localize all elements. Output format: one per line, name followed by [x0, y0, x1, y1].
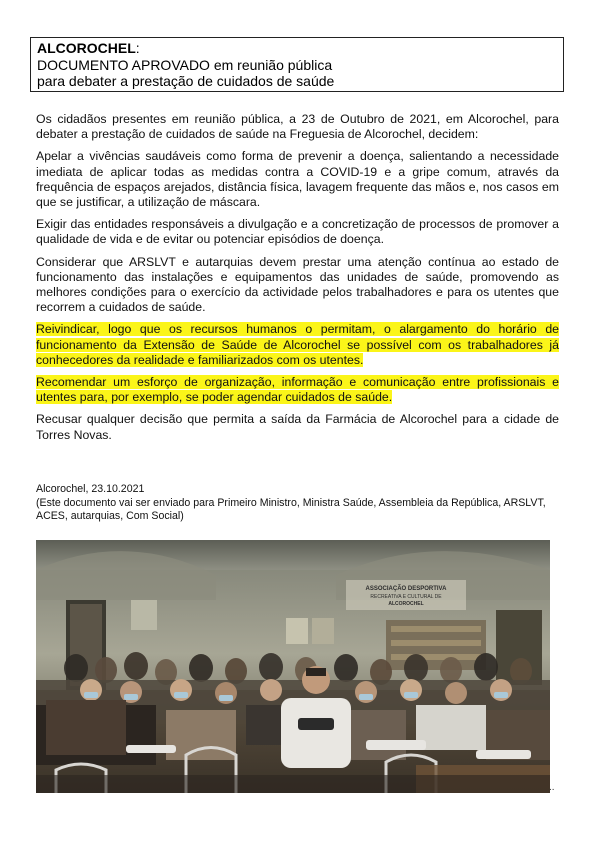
header-subtitle-1: DOCUMENTO APROVADO em reunião pública — [37, 56, 333, 73]
document-date: Alcorochel, 23.10.2021 — [36, 483, 145, 495]
paragraph-exigir: Exigir das entidades responsáveis a divulgação e a concretização de processos de promover a qualidade de vida e de evitar ou potenciar episódios de doença. — [36, 217, 559, 247]
distribution-note: (Este documento vai ser enviado para Primeiro Ministro, Ministra Saúde, Assembleia da República, ARSLVT, ACES, autarquias, Com Social) — [36, 497, 546, 522]
meeting-photo-illustration — [36, 540, 550, 793]
meeting-photo — [36, 540, 550, 793]
highlighted-text: Recomendar um esforço de organização, informação e comunicação entre profissionais e utentes para, por exemplo, se poder agendar cuidados de saúde. — [36, 375, 559, 405]
header-title: ALCOROCHEL — [37, 40, 136, 56]
footer-info — [36, 483, 559, 523]
header-box — [30, 37, 564, 92]
paragraph-intro: Os cidadãos presentes em reunião pública, a 23 de Outubro de 2021, em Alcorochel, para debater a prestação de cuidados de saúde na Freguesia de Alcorochel, decidem: — [36, 112, 559, 142]
paragraph-considerar: Considerar que ARSLVT e autarquias devem prestar uma atenção contínua ao estado de funcionamento das instalações e equipamentos das unidades de saúde, promovendo as melhores condições para o exercício da actividade pelos trabalhadores e para os utentes que recorrem a cuidados de saúde. — [36, 254, 559, 315]
document-body — [36, 112, 559, 450]
photo-trailing-dots: .. — [549, 782, 555, 793]
highlighted-text: Reivindicar, logo que os recursos humanos o permitam, o alargamento do horário de funcionamento da Extensão de Saúde de Alcorochel se possível com os trabalhadores já conhecedores da realidade e familiarizados com os utentes. — [36, 322, 559, 367]
banner-text-1: ASSOCIAÇÃO DESPORTIVA — [365, 586, 447, 592]
banner-text-2: RECREATIVA E CULTURAL DE — [370, 594, 442, 600]
paragraph-apelar: Apelar a vivências saudáveis como forma de prevenir a doença, salientando a necessidade imediata de aplicar todas as medidas contra a COVID-19 e a gripe comum, através da frequência de espaços arejados, distância física, lavagem frequente das mãos e, nos casos em que se justificar, a utilização de máscara. — [36, 149, 559, 210]
paragraph-reivindicar — [36, 322, 559, 368]
header-title-line — [37, 40, 557, 57]
paragraph-recomendar — [36, 375, 559, 405]
paragraph-recusar: Recusar qualquer decisão que permita a saída da Farmácia de Alcorochel para a cidade de Torres Novas. — [36, 412, 559, 442]
header-subtitle-2: para debater a prestação de cuidados de saúde — [37, 73, 335, 89]
banner-text-3: ALCOROCHEL — [388, 601, 424, 607]
header-title-colon: : — [135, 40, 140, 56]
